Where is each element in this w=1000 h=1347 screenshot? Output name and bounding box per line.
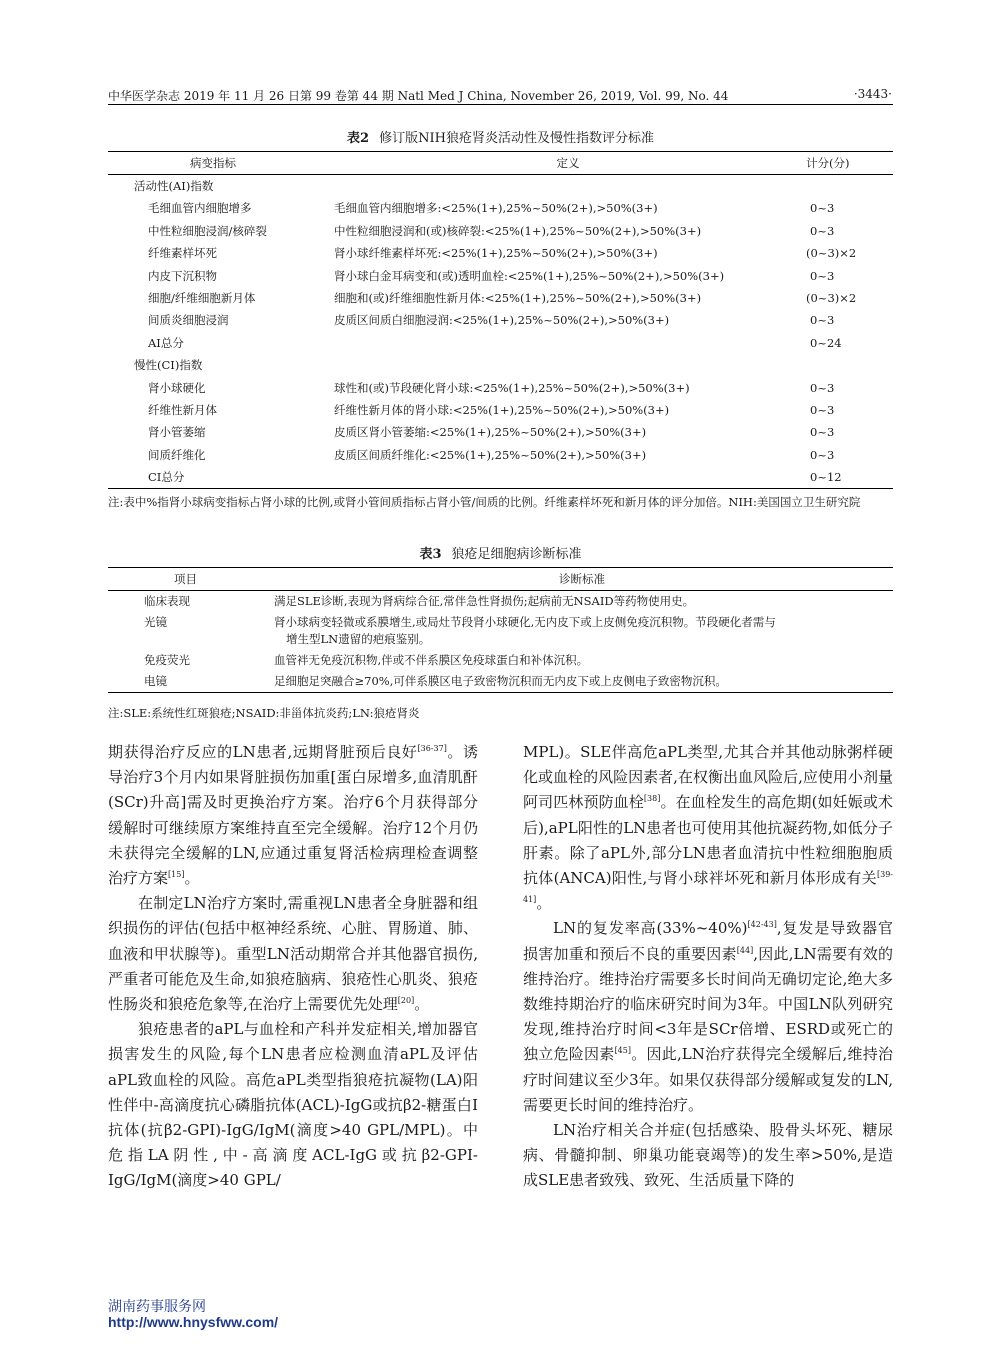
table2-cell-indicator: 纤维性新月体 <box>148 402 217 417</box>
table3-body <box>108 591 893 693</box>
paragraph-text: ,因此,LN需要有效的维持治疗。维持治疗需要多长时间尚无确切定论,绝大多数维持期治疗的临床研究时间为3年。中国LN队列研究发现,维持治疗时间<3年是SCr倍增、ESRD或死亡的独立危险因素 <box>523 944 893 1064</box>
table2-cell-score: 0~3 <box>810 201 835 216</box>
table2-row <box>108 377 893 399</box>
table3-note: 注:SLE:系统性红斑狼疮;NSAID:非甾体抗炎药;LN:狼疮肾炎 <box>108 706 420 720</box>
table3-row <box>108 591 893 613</box>
table3-cell-item: 临床表现 <box>144 594 190 608</box>
table2-cell-definition <box>334 175 802 198</box>
table2-cell-indicator: 间质纤维化 <box>148 447 206 462</box>
table2-cell-indicator: 中性粒细胞浸润/核碎裂 <box>148 223 267 238</box>
table2-body <box>108 175 893 489</box>
table2-cell-score: 0~3 <box>810 268 835 283</box>
table2-row <box>108 220 893 242</box>
table2-cell-definition <box>334 332 802 354</box>
table2-row <box>108 197 893 219</box>
paragraph-text: 。 <box>414 995 430 1014</box>
paragraph-text: ,复发是导致器官损害加重和预后不良的重要因素 <box>523 919 893 963</box>
table3-header-cell: 诊断标准 <box>274 568 893 591</box>
body-paragraph <box>108 740 478 891</box>
table2-cell-definition: 细胞和(或)纤维细胞性新月体:<25%(1+),25%~50%(2+),>50%(3+) <box>334 290 702 305</box>
table3-cell-criteria <box>274 671 893 693</box>
table2-row <box>108 466 893 489</box>
footer-site-name: 湖南药事服务网 <box>108 1299 206 1315</box>
paragraph-text: LN治疗相关合并症(包括感染、股骨头坏死、糖尿病、骨髓抑制、卵巢功能衰竭等)的发生率>50%,是造成SLE患者致残、致死、生活质量下降的 <box>523 1121 893 1190</box>
table3-criteria-continuation: 增生型LN遗留的疤痕鉴别。 <box>286 632 431 646</box>
table2-cell-definition: 肾小球纤维素样坏死:<25%(1+),25%~50%(2+),>50%(3+) <box>334 246 658 261</box>
table3-header-cell: 项目 <box>108 568 274 591</box>
table3-criteria-text: 满足SLE诊断,表现为肾病综合征,常伴急性肾损伤;起病前无NSAID等药物使用史。 <box>274 594 695 608</box>
table3-title: 狼疮足细胞病诊断标准 <box>451 547 582 562</box>
table3-cell-criteria <box>274 591 893 613</box>
table3-cell-item: 光镜 <box>144 615 167 629</box>
table2-cell-score: 0~3 <box>810 402 835 417</box>
table2-cell-definition: 球性和(或)节段硬化肾小球:<25%(1+),25%~50%(2+),>50%(3+) <box>334 380 690 395</box>
table2-cell-definition: 皮质区肾小管萎缩:<25%(1+),25%~50%(2+),>50%(3+) <box>334 425 647 440</box>
table2-cell-indicator: 纤维素样坏死 <box>148 246 217 261</box>
citation-ref: [42-43] <box>747 920 777 930</box>
table2 <box>108 151 893 489</box>
table3-cell-item: 免疫荧光 <box>144 653 190 667</box>
table2-cell-definition <box>334 466 802 489</box>
table3-row <box>108 671 893 693</box>
table2-caption <box>108 127 893 146</box>
table2-cell-definition: 肾小球白金耳病变和(或)透明血栓:<25%(1+),25%~50%(2+),>50%(3+) <box>334 268 725 283</box>
paragraph-text: 。 <box>536 894 552 913</box>
page-number: ·3443· <box>853 87 892 101</box>
citation-ref: [20] <box>397 996 415 1006</box>
table2-label: 表2 <box>347 131 370 146</box>
table2-cell-score: 0~3 <box>810 447 835 462</box>
body-paragraph <box>523 1118 893 1194</box>
table3-header-row <box>108 568 893 591</box>
header-rule <box>108 104 893 105</box>
body-column-right <box>523 740 893 1194</box>
paragraph-text: MPL)。SLE伴高危aPL类型,尤其合并其他动脉粥样硬化或血栓的风险因素者,在权衡出血风险后,应使用小剂量阿司匹林预防血栓 <box>523 743 893 812</box>
citation-ref: [15] <box>168 870 185 880</box>
table2-cell-indicator: 肾小管萎缩 <box>148 425 206 440</box>
table2-cell-score: 0~3 <box>810 380 835 395</box>
running-header: 中华医学杂志 2019 年 11 月 26 日第 99 卷第 44 期 Natl Med J China, November 26, 2019, Vol. 99, No. 44 <box>108 89 729 103</box>
table3-cell-criteria <box>274 650 893 671</box>
table2-cell-indicator: 肾小球硬化 <box>148 380 206 395</box>
body-paragraph <box>108 1017 478 1193</box>
table2-cell-score <box>802 175 893 198</box>
table2-row <box>108 421 893 443</box>
table2-cell-score: 0~12 <box>810 470 842 485</box>
table2-row <box>108 287 893 309</box>
table2-cell-definition: 皮质区间质白细胞浸润:<25%(1+),25%~50%(2+),>50%(3+) <box>334 313 670 328</box>
paragraph-text: LN的复发率高(33%~40%) <box>553 919 748 938</box>
table2-row <box>108 242 893 264</box>
table2-cell-indicator: 毛细血管内细胞增多 <box>148 201 252 216</box>
table2-cell-score: (0~3)×2 <box>806 246 857 261</box>
table2-row <box>108 309 893 331</box>
table3-row <box>108 612 893 650</box>
table2-cell-score <box>802 354 893 376</box>
table3-criteria-text: 肾小球病变轻微或系膜增生,或局灶节段肾小球硬化,无内皮下或上皮侧免疫沉积物。节段硬化者需与 <box>274 615 776 629</box>
table2-cell-score: (0~3)×2 <box>806 290 857 305</box>
table2-cell-indicator: 活动性(AI)指数 <box>134 179 214 193</box>
citation-ref: [39-41] <box>523 870 893 905</box>
citation-ref: [44] <box>736 945 754 955</box>
table2-header-cell: 病变指标 <box>108 152 334 175</box>
paragraph-text: 。因此,LN治疗获得完全缓解后,维持治疗时间建议至少3年。如果仅获得部分缓解或复发的LN,需要更长时间的维持治疗。 <box>523 1045 893 1114</box>
body-paragraph <box>523 740 893 916</box>
table2-cell-score: 0~3 <box>810 425 835 440</box>
table2-cell-indicator: 慢性(CI)指数 <box>134 358 203 373</box>
paragraph-text: 期获得治疗反应的LN患者,远期肾脏预后良好 <box>108 743 418 761</box>
table3-criteria-text: 足细胞足突融合≥70%,可伴系膜区电子致密物沉积而无内皮下或上皮侧电子致密物沉积。 <box>274 674 727 688</box>
body-paragraph <box>108 891 478 1017</box>
table2-cell-score: 0~3 <box>810 223 835 238</box>
paragraph-text: 狼疮患者的aPL与血栓和产科并发症相关,增加器官损害发生的风险,每个LN患者应检测血清aPL及评估aPL致血栓的风险。高危aPL类型指狼疮抗凝物(LA)阳性伴中-高滴度抗心磷脂抗体(ACL)-IgG或抗β2-糖蛋白Ⅰ抗体(抗β2-GPI)-IgG/IgM(滴度>40 GPL/MPL)。中危指LA阴性,中-高滴度ACL-IgG或抗β2-GPI-IgG/IgM(滴度>40 GPL/ <box>108 1020 478 1190</box>
table3 <box>108 567 893 693</box>
table2-row <box>108 354 893 376</box>
table3-cell-criteria <box>274 612 893 650</box>
table3-cell-item: 电镜 <box>144 674 167 688</box>
table2-note: 注:表中%指肾小球病变指标占肾小球的比例,或肾小管间质指标占肾小管/间质的比例。纤维素样坏死和新月体的评分加倍。NIH:美国国立卫生研究院 <box>108 495 861 509</box>
paragraph-text: 。 <box>184 869 200 888</box>
table2-cell-definition: 皮质区间质纤维化:<25%(1+),25%~50%(2+),>50%(3+) <box>334 447 647 462</box>
table3-row <box>108 650 893 671</box>
table2-row <box>108 332 893 354</box>
table2-cell-definition: 中性粒细胞浸润和(或)核碎裂:<25%(1+),25%~50%(2+),>50%(3+) <box>334 223 702 238</box>
table2-title: 修订版NIH狼疮肾炎活动性及慢性指数评分标准 <box>379 131 654 146</box>
table2-cell-definition <box>334 354 802 376</box>
table2-header-row <box>108 152 893 175</box>
table2-cell-indicator: 内皮下沉积物 <box>148 268 217 283</box>
table2-row <box>108 175 893 198</box>
table2-cell-indicator: 细胞/纤维细胞新月体 <box>148 290 256 305</box>
table2-cell-definition: 毛细血管内细胞增多:<25%(1+),25%~50%(2+),>50%(3+) <box>334 201 658 216</box>
table2-row <box>108 444 893 466</box>
table2-header-cell: 计分(分) <box>802 152 893 175</box>
table2-cell-indicator: 间质炎细胞浸润 <box>148 313 229 328</box>
footer-url-link[interactable]: http://www.hnysfww.com/ <box>108 1314 279 1330</box>
body-paragraph <box>523 916 893 1118</box>
citation-ref: [38] <box>643 794 661 804</box>
table3-label: 表3 <box>419 547 442 562</box>
table2-header-cell: 定义 <box>334 152 802 175</box>
table2-cell-indicator: CI总分 <box>148 470 185 485</box>
paragraph-text: 。诱导治疗3个月内如果肾脏损伤加重[蛋白尿增多,血清肌酐(SCr)升高]需及时更换治疗方案。治疗6个月获得部分缓解时可继续原方案维持直至完全缓解。治疗12个月仍未获得完全缓解的LN,应通过重复肾活检病理检查调整治疗方案 <box>108 743 478 888</box>
table2-cell-indicator: AI总分 <box>148 335 184 350</box>
citation-ref: [36-37] <box>417 744 447 753</box>
table2-row <box>108 265 893 287</box>
paragraph-text: 。在血栓发生的高危期(如妊娠或术后),aPL阳性的LN患者也可使用其他抗凝药物,如低分子肝素。除了aPL外,部分LN患者血清抗中性粒细胞胞质抗体(ANCA)阳性,与肾小球袢坏死和新月体形成有关 <box>523 793 893 888</box>
table3-caption <box>108 543 893 562</box>
body-column-left <box>108 740 478 1194</box>
table2-row <box>108 399 893 421</box>
table3-criteria-text: 血管袢无免疫沉积物,伴或不伴系膜区免疫球蛋白和补体沉积。 <box>274 653 589 667</box>
table2-cell-definition: 纤维性新月体的肾小球:<25%(1+),25%~50%(2+),>50%(3+) <box>334 402 670 417</box>
citation-ref: [45] <box>614 1046 631 1056</box>
table2-cell-score: 0~24 <box>810 335 842 350</box>
table2-cell-score: 0~3 <box>810 313 835 328</box>
paragraph-text: 在制定LN治疗方案时,需重视LN患者全身脏器和组织损伤的评估(包括中枢神经系统、心脏、胃肠道、肺、血液和甲状腺等)。重型LN活动期常合并其他器官损伤,严重者可能危及生命,如狼疮脑病、狼疮性心肌炎、狼疮性肠炎和狼疮危象等,在治疗上需要优先处理 <box>108 894 478 1014</box>
